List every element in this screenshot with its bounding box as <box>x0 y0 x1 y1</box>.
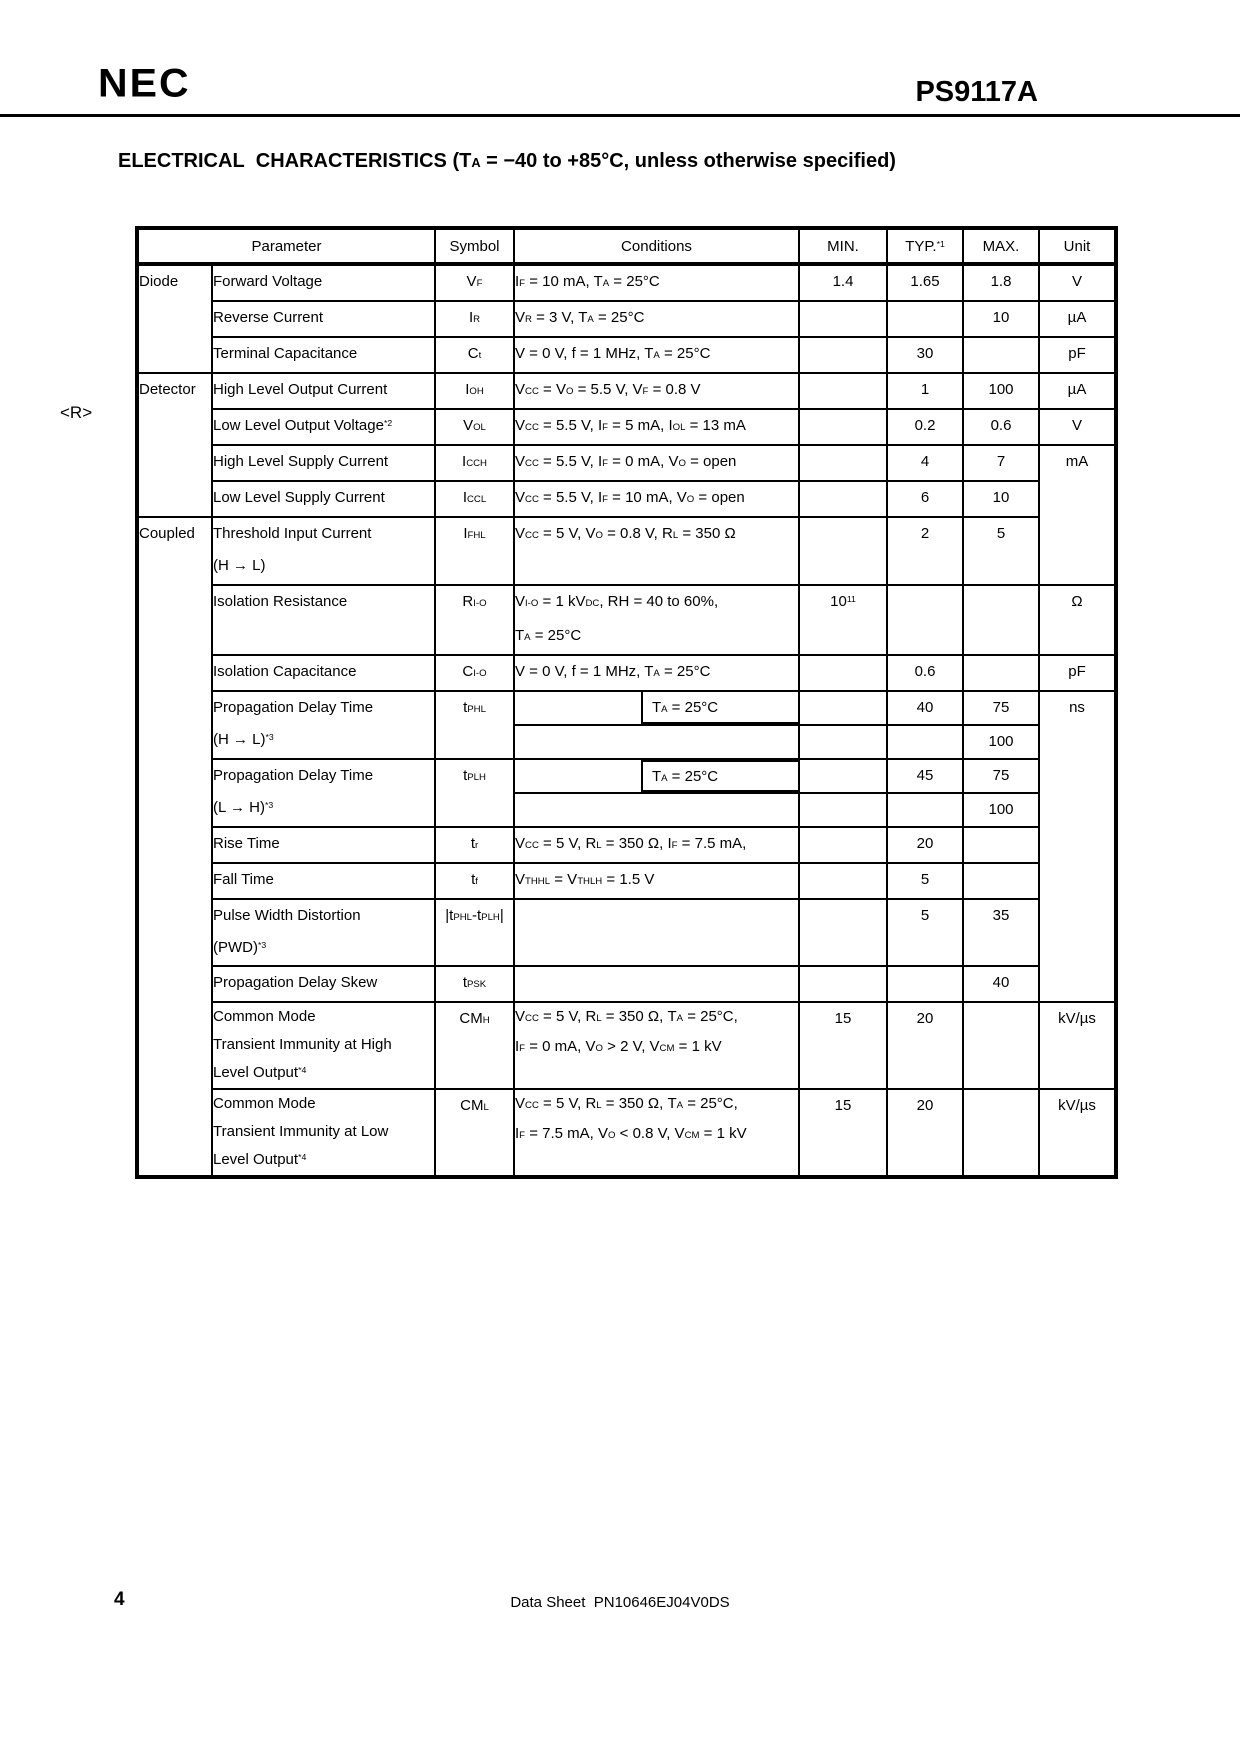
col-header-typ: TYP.$^{*1}$ <box>887 228 963 264</box>
parameter-cell: Isolation Capacitance <box>212 655 435 691</box>
min-cell: 15 <box>799 1089 887 1177</box>
max-cell: 0.6 <box>963 409 1039 445</box>
empty-min-cell <box>799 373 887 409</box>
empty-max-cell <box>963 1089 1039 1177</box>
empty-conditions-cell <box>514 793 799 827</box>
symbol-cell: IOH <box>435 373 514 409</box>
max-cell: 10 <box>963 481 1039 517</box>
empty-min-cell <box>799 863 887 899</box>
table-row <box>137 301 1116 337</box>
empty-typ-cell <box>887 793 963 827</box>
header-rule <box>0 114 1240 117</box>
conditions-cell: VCC = 5 V, RL = 350 Ω, TA = 25°C, IF = 0 mA, VO > 2 V, VCM = 1 kV <box>514 1002 799 1089</box>
unit-cell: V <box>1039 409 1116 445</box>
table-row <box>137 1002 1116 1089</box>
empty-min-cell <box>799 337 887 373</box>
table-row <box>137 827 1116 863</box>
group-coupled: Coupled <box>137 517 212 1177</box>
col-header-parameter: Parameter <box>137 228 435 264</box>
empty-max-cell <box>963 655 1039 691</box>
table-row <box>137 517 1116 585</box>
symbol-cell: tPSK <box>435 966 514 1002</box>
empty-conditions-cell <box>514 899 799 966</box>
parameter-cell: Forward Voltage <box>212 264 435 301</box>
parameter-cell: Common Mode Transient Immunity at High Level Output$^{*4}$ <box>212 1002 435 1089</box>
table-row <box>137 337 1116 373</box>
col-header-symbol: Symbol <box>435 228 514 264</box>
conditions-subcell <box>514 691 799 725</box>
empty-min-cell <box>799 899 887 966</box>
max-cell: 100 <box>963 373 1039 409</box>
symbol-cell: tf <box>435 863 514 899</box>
symbol-cell: ICCH <box>435 445 514 481</box>
conditions-cell: IF = 10 mA, TA = 25°C <box>514 264 799 301</box>
symbol-cell: CMH <box>435 1002 514 1089</box>
typ-cell: 4 <box>887 445 963 481</box>
typ-cell: 40 <box>887 691 963 725</box>
section-title: ELECTRICAL CHARACTERISTICS (TA = −40 to +85°C, unless otherwise specified) <box>118 150 896 172</box>
col-header-min: MIN. <box>799 228 887 264</box>
parameter-cell: Threshold Input Current (H → L) <box>212 517 435 585</box>
parameter-cell: Fall Time <box>212 863 435 899</box>
empty-min-cell <box>799 655 887 691</box>
table-row <box>137 373 1116 409</box>
conditions-cell: V = 0 V, f = 1 MHz, TA = 25°C <box>514 655 799 691</box>
empty-min-cell <box>799 725 887 759</box>
symbol-cell: tr <box>435 827 514 863</box>
typ-cell: 6 <box>887 481 963 517</box>
empty-conditions-cell <box>514 725 799 759</box>
typ-cell: 1.65 <box>887 264 963 301</box>
table-row <box>137 445 1116 481</box>
conditions-cell: VCC = 5.5 V, IF = 0 mA, VO = open <box>514 445 799 481</box>
table-row <box>137 655 1116 691</box>
empty-min-cell <box>799 481 887 517</box>
empty-min-cell <box>799 691 887 725</box>
unit-cell: kV/µs <box>1039 1002 1116 1089</box>
typ-cell: 20 <box>887 1002 963 1089</box>
ta-condition-box <box>641 692 798 724</box>
empty-min-cell <box>799 793 887 827</box>
table-row <box>137 481 1116 517</box>
parameter-cell: Common Mode Transient Immunity at Low Level Output$^{*4}$ <box>212 1089 435 1177</box>
empty-max-cell <box>963 337 1039 373</box>
symbol-cell: VF <box>435 264 514 301</box>
unit-cell: pF <box>1039 337 1116 373</box>
parameter-cell: Low Level Output Voltage$^{*2}$ <box>212 409 435 445</box>
typ-cell: 2 <box>887 517 963 585</box>
parameter-cell: Propagation Delay Time $(H \to L)^{*3}$ <box>212 691 435 759</box>
conditions-cell: VR = 3 V, TA = 25°C <box>514 301 799 337</box>
symbol-cell: Ct <box>435 337 514 373</box>
col-header-max: MAX. <box>963 228 1039 264</box>
max-cell: 35 <box>963 899 1039 966</box>
max-cell: 100 <box>963 793 1039 827</box>
table-row <box>137 585 1116 655</box>
empty-max-cell <box>963 863 1039 899</box>
symbol-cell: tPLH <box>435 759 514 827</box>
electrical-characteristics-table <box>135 226 1118 1179</box>
document-code: Data Sheet PN10646EJ04V0DS <box>510 1594 730 1611</box>
typ-cell: 5 <box>887 899 963 966</box>
conditions-cell: VCC = VO = 5.5 V, VF = 0.8 V <box>514 373 799 409</box>
max-cell: 7 <box>963 445 1039 481</box>
empty-typ-cell <box>887 966 963 1002</box>
group-detector: Detector <box>137 373 212 517</box>
empty-typ-cell <box>887 301 963 337</box>
ta-condition: TA = 25°C <box>651 767 719 785</box>
ta-condition: TA = 25°C <box>651 698 719 716</box>
unit-cell: pF <box>1039 655 1116 691</box>
unit-cell: mA <box>1039 445 1116 585</box>
symbol-cell: VOL <box>435 409 514 445</box>
parameter-cell: Propagation Delay Skew <box>212 966 435 1002</box>
max-cell: 75 <box>963 691 1039 725</box>
min-cell: 1.4 <box>799 264 887 301</box>
unit-cell: kV/µs <box>1039 1089 1116 1177</box>
parameter-cell: High Level Output Current <box>212 373 435 409</box>
empty-min-cell <box>799 517 887 585</box>
symbol-cell: ICCL <box>435 481 514 517</box>
unit-cell: µA <box>1039 301 1116 337</box>
group-diode: Diode <box>137 264 212 373</box>
table-row <box>137 899 1116 966</box>
max-cell: 40 <box>963 966 1039 1002</box>
max-cell: 1.8 <box>963 264 1039 301</box>
table-row <box>137 863 1116 899</box>
max-cell: 5 <box>963 517 1039 585</box>
empty-min-cell <box>799 966 887 1002</box>
empty-min-cell <box>799 301 887 337</box>
typ-cell: 1 <box>887 373 963 409</box>
empty-typ-cell <box>887 725 963 759</box>
empty-min-cell <box>799 827 887 863</box>
empty-conditions-cell <box>514 966 799 1002</box>
max-cell: 100 <box>963 725 1039 759</box>
empty-max-cell <box>963 1002 1039 1089</box>
table-row <box>137 1089 1116 1177</box>
max-cell: 75 <box>963 759 1039 793</box>
symbol-cell: IR <box>435 301 514 337</box>
nec-logo: NEC <box>98 60 191 106</box>
parameter-cell: Low Level Supply Current <box>212 481 435 517</box>
min-cell: 15 <box>799 1002 887 1089</box>
symbol-cell: CML <box>435 1089 514 1177</box>
conditions-cell: VCC = 5 V, VO = 0.8 V, RL = 350 Ω <box>514 517 799 585</box>
empty-min-cell <box>799 445 887 481</box>
typ-cell: 5 <box>887 863 963 899</box>
unit-cell: V <box>1039 264 1116 301</box>
typ-cell: 20 <box>887 827 963 863</box>
typ-cell: 30 <box>887 337 963 373</box>
conditions-cell: VTHHL = VTHLH = 1.5 V <box>514 863 799 899</box>
typ-cell: 20 <box>887 1089 963 1177</box>
table-row <box>137 966 1116 1002</box>
table-row <box>137 264 1116 301</box>
unit-cell: µA <box>1039 373 1116 409</box>
col-header-unit: Unit <box>1039 228 1116 264</box>
conditions-subcell <box>514 759 799 793</box>
unit-cell: Ω <box>1039 585 1116 655</box>
part-number: PS9117A <box>915 76 1038 108</box>
parameter-cell: Propagation Delay Time $(L \to H)^{*3}$ <box>212 759 435 827</box>
conditions-cell: VCC = 5 V, RL = 350 Ω, IF = 7.5 mA, <box>514 827 799 863</box>
conditions-cell: V = 0 V, f = 1 MHz, TA = 25°C <box>514 337 799 373</box>
parameter-cell: Pulse Width Distortion (PWD)$^{*3}$ <box>212 899 435 966</box>
typ-cell: 0.6 <box>887 655 963 691</box>
ta-condition-box <box>641 760 798 792</box>
conditions-cell: VCC = 5.5 V, IF = 5 mA, IOL = 13 mA <box>514 409 799 445</box>
parameter-cell: Rise Time <box>212 827 435 863</box>
col-header-conditions: Conditions <box>514 228 799 264</box>
conditions-cell: VCC = 5 V, RL = 350 Ω, TA = 25°C, IF = 7.5 mA, VO < 0.8 V, VCM = 1 kV <box>514 1089 799 1177</box>
unit-cell: ns <box>1039 691 1116 1002</box>
max-cell: 10 <box>963 301 1039 337</box>
empty-typ-cell <box>887 585 963 655</box>
parameter-cell: Reverse Current <box>212 301 435 337</box>
symbol-cell: CI-O <box>435 655 514 691</box>
revision-mark: <R> <box>60 403 93 422</box>
table-row <box>137 409 1116 445</box>
empty-max-cell <box>963 585 1039 655</box>
parameter-cell: Isolation Resistance <box>212 585 435 655</box>
table-row <box>137 759 1116 793</box>
min-cell: $10^{11}$ <box>799 585 887 655</box>
parameter-cell: High Level Supply Current <box>212 445 435 481</box>
symbol-cell: RI-O <box>435 585 514 655</box>
typ-cell: 0.2 <box>887 409 963 445</box>
conditions-cell: VI-O = 1 kVDC, RH = 40 to 60%, TA = 25°C <box>514 585 799 655</box>
symbol-cell: |tPHL-tPLH| <box>435 899 514 966</box>
typ-cell: 45 <box>887 759 963 793</box>
empty-min-cell <box>799 759 887 793</box>
parameter-cell: Terminal Capacitance <box>212 337 435 373</box>
table-row <box>137 691 1116 725</box>
conditions-cell: VCC = 5.5 V, IF = 10 mA, VO = open <box>514 481 799 517</box>
page-number: 4 <box>114 1589 125 1610</box>
empty-min-cell <box>799 409 887 445</box>
table-header-row <box>137 228 1116 264</box>
empty-max-cell <box>963 827 1039 863</box>
symbol-cell: IFHL <box>435 517 514 585</box>
symbol-cell: tPHL <box>435 691 514 759</box>
